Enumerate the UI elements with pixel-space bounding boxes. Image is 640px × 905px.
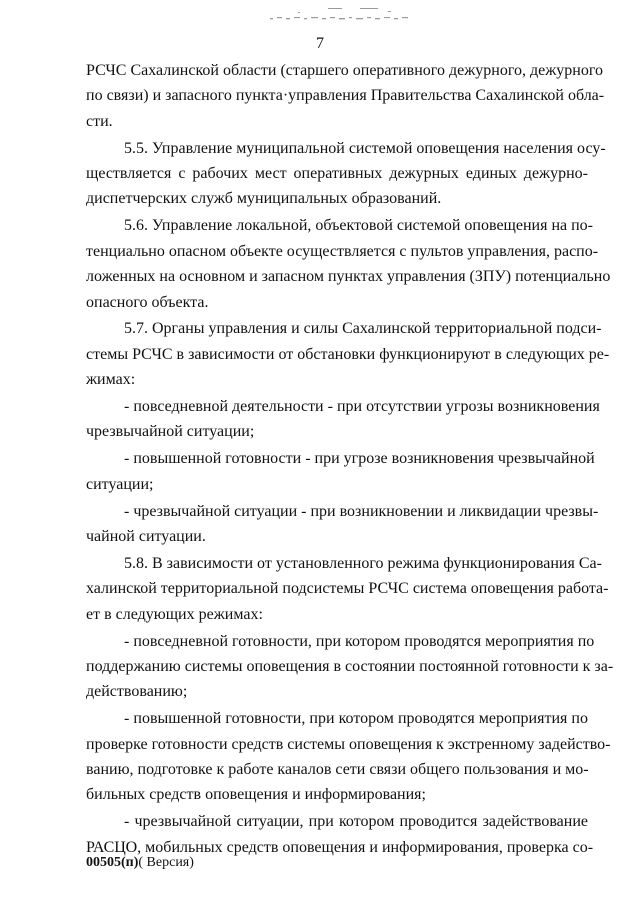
text-line: чрезвычайной ситуации; [86,423,255,441]
text-line: диспетчерских служб муниципальных образований. [86,190,442,208]
paragraph [86,809,594,860]
text-line: поддержанию системы оповещения в состоянии постоянной готовности к за- [86,657,614,675]
body-text [86,58,614,862]
paragraph [86,706,611,808]
text-line: 5.5. Управление муниципальной системой оповещения населения осу- [124,139,606,157]
text-line: ложенных на основном и запасном пунктах управления (ЗПУ) потенциально [86,268,611,286]
text-line: жимах: [86,371,136,389]
paragraph [86,551,609,627]
text-line: действованию; [86,683,188,701]
paragraph [86,629,614,705]
document-version: ( Версия) [138,855,194,870]
text-line: стемы РСЧС в зависимости от обстановки функционируют в следующих ре- [86,345,610,363]
document-footer [86,855,194,871]
text-line: халинской территориальной подсистемы РСЧС система оповещения работа- [86,580,609,598]
document-code: 00505(п) [86,855,139,870]
paragraph [86,499,599,550]
text-line: РАСЦО, мобильных средств оповещения и информирования, проверка со- [86,838,594,856]
text-line: - повседневной деятельности - при отсутствии угрозы возникновения [124,398,600,416]
text-line: ванию, подготовке к работе каналов сети связи общего пользования и мо- [86,761,589,779]
text-line: чайной ситуации. [86,528,206,546]
page-number: 7 [316,35,324,52]
text-line: ет в следующих режимах: [86,605,263,623]
text-line: - повседневной готовности, при котором проводятся мероприятия по [124,632,595,650]
text-line: проверке готовности средств системы оповещения к экстренному задейство- [86,735,611,753]
text-line: 5.6. Управление локальной, объектовой системой оповещения на по- [124,217,594,235]
text-line: сти. [86,112,113,130]
text-line: РСЧС Сахалинской области (старшего оперативного дежурного, дежурного [86,62,603,79]
text-line: опасного объекта. [86,293,209,311]
text-line: ситуации; [86,475,154,493]
text-line: - повышенной готовности - при угрозе возникновения чрезвычайной [124,450,595,468]
paragraph [86,394,600,445]
text-line: тенциально опасном объекте осуществляется с пультов управления, распо- [86,242,599,260]
text-line: по связи) и запасного пункта·управления Правительства Сахалинской обла- [86,87,605,105]
text-line: - повышенной готовности, при котором проводятся мероприятия по [124,710,588,728]
scan-artifact-mark [268,6,418,24]
text-line: бильных средств оповещения и информирования; [86,786,426,804]
text-line: ществляется с рабочих мест оперативных дежурных единых дежурно- [86,165,588,183]
text-line: - чрезвычайной ситуации - при возникновении и ликвидации чрезвы- [124,502,599,520]
text-line: 5.8. В зависимости от установленного режима функционирования Са- [124,554,602,572]
text-line: 5.7. Органы управления и силы Сахалинской территориальной подси- [124,320,602,338]
paragraph [86,446,595,497]
paragraph [86,316,610,392]
paragraph [86,58,605,134]
paragraph [86,136,606,212]
paragraph [86,213,611,315]
text-line: - чрезвычайной ситуации, при котором проводится задействование [124,813,588,831]
